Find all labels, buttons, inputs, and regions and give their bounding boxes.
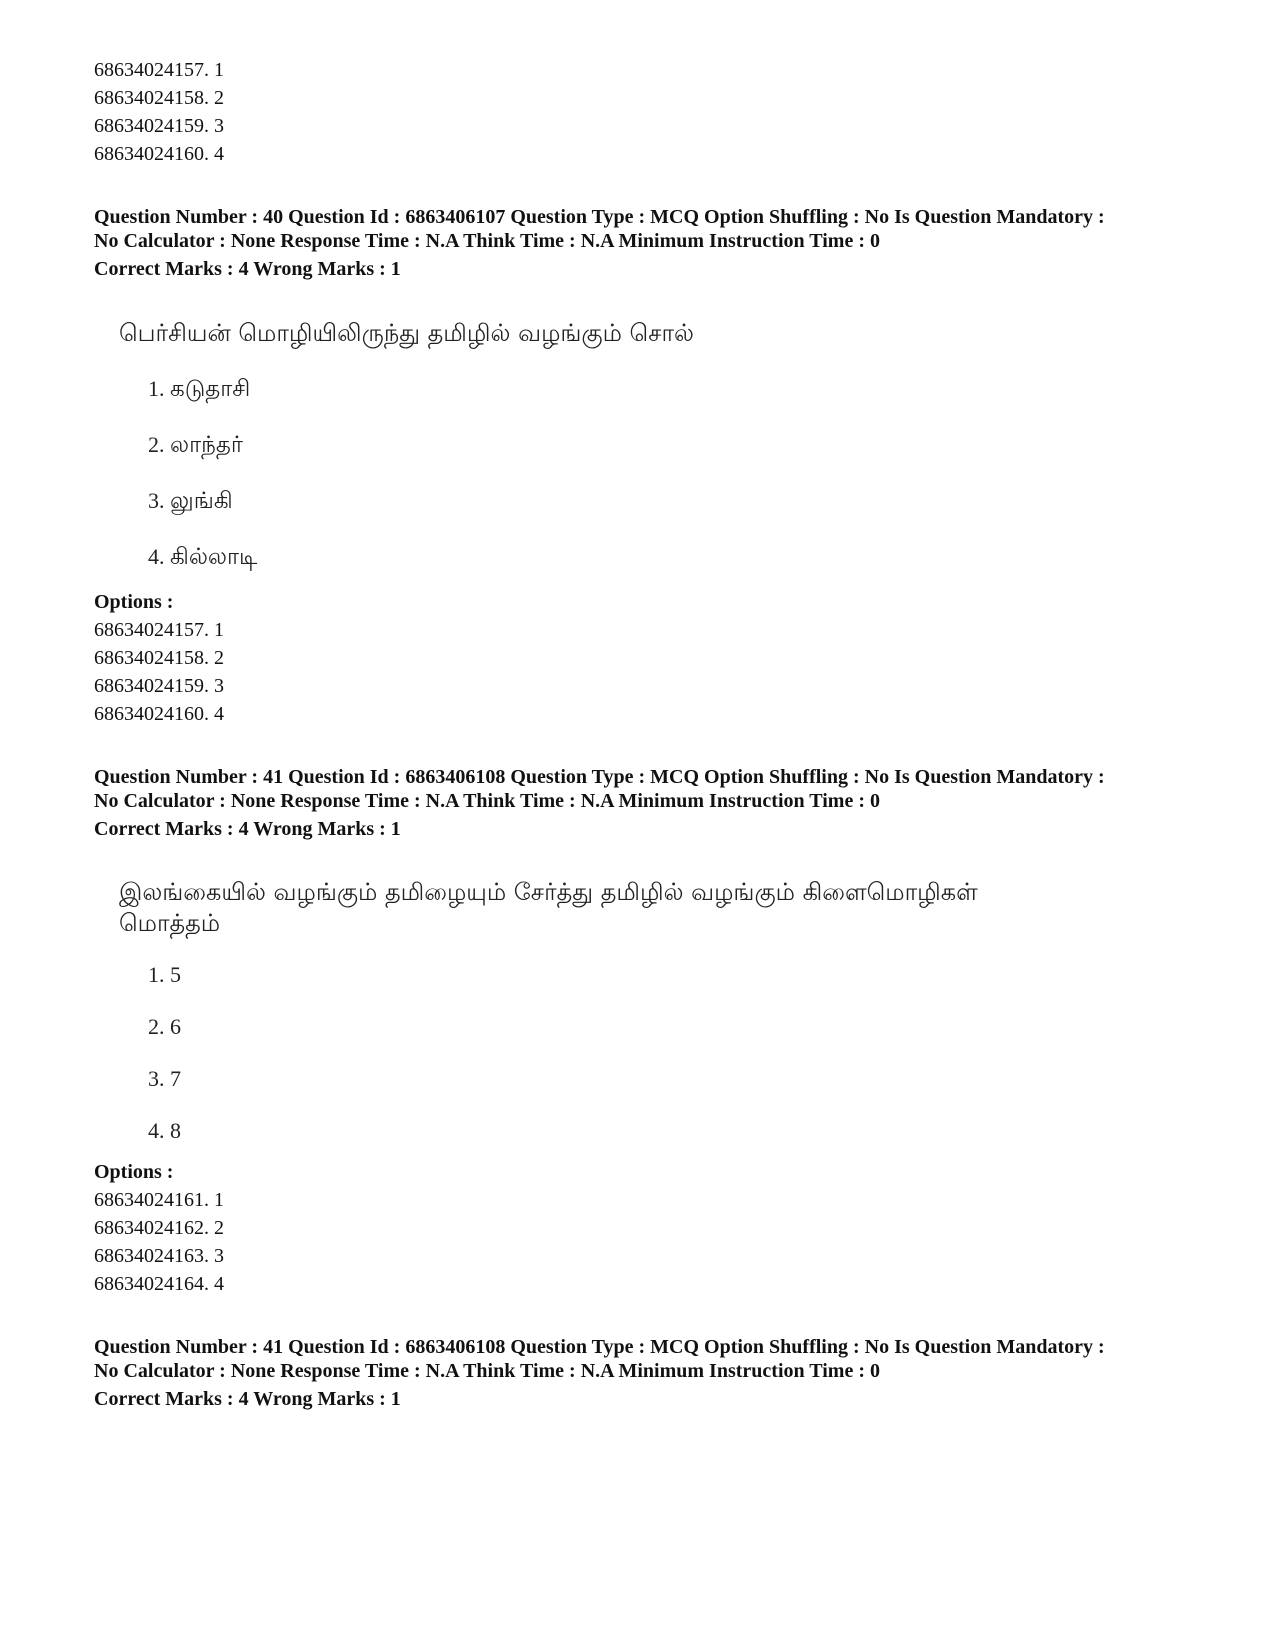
answer-choice: 4. 8 — [148, 1118, 181, 1143]
choice-text: லுங்கி — [170, 488, 233, 514]
option-line: 68634024159. 3 — [94, 115, 224, 137]
question-text: இலங்கையில் வழங்கும் தமிழையும் சேர்த்து தமிழில் வழங்கும் கிளைமொழிகள் — [119, 878, 978, 906]
question-meta: Question Number : 41 Question Id : 6863406108 Question Type : MCQ Option Shuffling : No Is Question Mandatory : — [94, 766, 1105, 788]
option-line: 68634024160. 4 — [94, 143, 224, 165]
choice-text: லாந்தர் — [170, 432, 243, 458]
question-meta: No Calculator : None Response Time : N.A Think Time : N.A Minimum Instruction Time : 0 — [94, 230, 880, 252]
question-marks: Correct Marks : 4 Wrong Marks : 1 — [94, 1388, 401, 1410]
option-line: 68634024164. 4 — [94, 1273, 224, 1295]
options-label: Options : — [94, 591, 174, 613]
option-line: 68634024157. 1 — [94, 59, 224, 81]
choice-number: 2. — [148, 432, 165, 457]
answer-choice: 1. 5 — [148, 962, 181, 987]
answer-choice — [148, 430, 243, 460]
question-meta: Question Number : 40 Question Id : 6863406107 Question Type : MCQ Option Shuffling : No Is Question Mandatory : — [94, 206, 1105, 228]
option-line: 68634024159. 3 — [94, 675, 224, 697]
question-text: மொத்தம் — [119, 909, 221, 937]
question-meta: No Calculator : None Response Time : N.A Think Time : N.A Minimum Instruction Time : 0 — [94, 790, 880, 812]
option-line: 68634024160. 4 — [94, 703, 224, 725]
options-label: Options : — [94, 1161, 174, 1183]
question-marks: Correct Marks : 4 Wrong Marks : 1 — [94, 818, 401, 840]
answer-choice: 2. 6 — [148, 1014, 181, 1039]
choice-text: கில்லாடி — [170, 544, 258, 570]
choice-number: 1. — [148, 376, 165, 401]
option-line: 68634024162. 2 — [94, 1217, 224, 1239]
option-line: 68634024163. 3 — [94, 1245, 224, 1267]
option-line: 68634024158. 2 — [94, 647, 224, 669]
choice-number: 3. — [148, 488, 165, 513]
option-line: 68634024157. 1 — [94, 619, 224, 641]
option-line: 68634024158. 2 — [94, 87, 224, 109]
answer-choice: 3. 7 — [148, 1066, 181, 1091]
choice-text: கடுதாசி — [170, 376, 251, 402]
choice-number: 4. — [148, 544, 165, 569]
question-marks: Correct Marks : 4 Wrong Marks : 1 — [94, 258, 401, 280]
answer-choice — [148, 486, 233, 516]
option-line: 68634024161. 1 — [94, 1189, 224, 1211]
question-meta: No Calculator : None Response Time : N.A Think Time : N.A Minimum Instruction Time : 0 — [94, 1360, 880, 1382]
answer-choice — [148, 542, 257, 572]
question-text: பெர்சியன் மொழியிலிருந்து தமிழில் வழங்கும் சொல் — [119, 319, 694, 347]
question-meta: Question Number : 41 Question Id : 6863406108 Question Type : MCQ Option Shuffling : No Is Question Mandatory : — [94, 1336, 1105, 1358]
answer-choice — [148, 374, 250, 404]
